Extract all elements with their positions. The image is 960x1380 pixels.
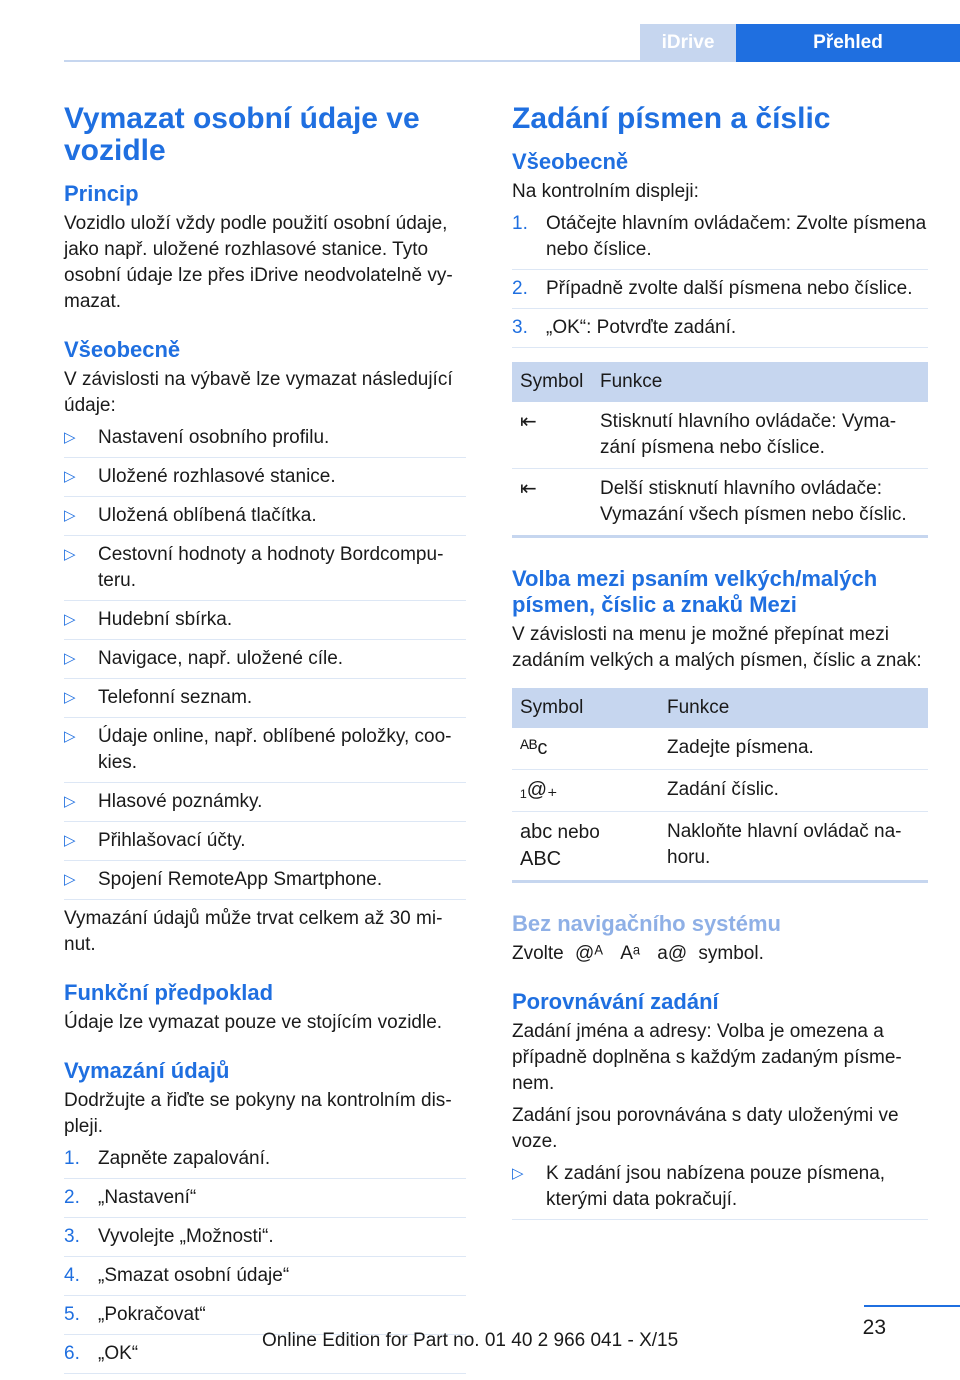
table-cell-symbol <box>512 728 659 770</box>
triangle-bullet-icon: ▷ <box>64 689 76 706</box>
step-item: 1. Otáčejte hlavním ovládačem: Zvolte písmena nebo číslice. <box>512 211 928 270</box>
col-symbol-header: Symbol <box>512 688 659 728</box>
footer-rule <box>864 1305 960 1307</box>
table-cell-symbol <box>512 402 592 469</box>
table-header-row <box>512 362 928 402</box>
left-column <box>64 103 466 1380</box>
vymazani-heading: Vymazání údajů <box>64 1058 230 1083</box>
step-item: 3. Vyvolejte „Možnosti“. <box>64 1224 466 1257</box>
table-cell-function: Nakloňte hlavní ovládač nahoru. <box>659 812 928 882</box>
triangle-bullet-icon: ▷ <box>64 468 76 485</box>
triangle-bullet-icon: ▷ <box>64 546 76 563</box>
list-item: ▷ Přihlašovací účty. <box>64 828 466 861</box>
triangle-bullet-icon: ▷ <box>64 650 76 667</box>
predpoklad-text: Údaje lze vymazat pouze ve stojícím vozidle. <box>64 1012 443 1033</box>
triangle-bullet-icon: ▷ <box>64 507 76 524</box>
table-row <box>512 469 928 537</box>
entry-steps-list <box>512 211 928 348</box>
header-section: iDrive <box>640 24 736 62</box>
list-item: ▷ Telefonní seznam. <box>64 685 466 718</box>
lowercase-at-icon: a@ <box>657 943 688 964</box>
list-item: ▷ Hudební sbírka. <box>64 607 466 640</box>
triangle-bullet-icon: ▷ <box>64 832 76 849</box>
triangle-bullet-icon: ▷ <box>64 871 76 888</box>
table-cell-function: Zadejte písmena. <box>659 728 928 770</box>
delete-all-icon: ⇤ <box>520 478 537 500</box>
triangle-bullet-icon: ▷ <box>64 611 76 628</box>
triangle-bullet-icon: ▷ <box>64 429 76 446</box>
vymazani-text: Dodržujte a řiďte se pokyny na kontrolním displeji. <box>64 1090 452 1137</box>
triangle-bullet-icon: ▷ <box>512 1165 524 1182</box>
col-function-header: Funkce <box>659 688 928 728</box>
table-cell-symbol <box>512 469 592 537</box>
step-item: 6. „OK“ <box>64 1341 466 1374</box>
list-item: ▷ Hlasové poznámky. <box>64 789 466 822</box>
col-symbol-header: Symbol <box>512 362 592 402</box>
at-letters-icon: @ᴬ <box>575 943 603 964</box>
step-item: 2. Případně zvolte další písmena nebo číslice. <box>512 276 928 309</box>
porovnavani-text1: Zadání jména a adresy: Volba je omezena a případně doplněna s každým zadaným písmenem. <box>512 1021 902 1094</box>
right-title: Zadání písmen a číslic <box>512 102 831 135</box>
right-vseobecne-intro: Na kontrolním displeji: <box>512 181 699 202</box>
table-cell-function: Stisknutí hlavního ovládače: Vymazání písmena nebo číslice. <box>592 402 928 469</box>
step-item: 3. „OK“: Potvrďte zadání. <box>512 315 928 348</box>
list-item: ▷ K zadání jsou nabízena pouze písmena, kterými data pokračují. <box>512 1161 928 1220</box>
table-row <box>512 812 928 882</box>
bez-heading: Bez navigačního systému <box>512 911 781 936</box>
list-item: ▷ Cestovní hodnoty a hodnoty Bordcomputeru. <box>64 542 466 601</box>
porovnavani-text2: Zadání jsou porovnávána s daty uloženými ve voze. <box>512 1105 899 1152</box>
table-cell-symbol <box>512 770 659 812</box>
right-column <box>512 103 928 1226</box>
princip-heading: Princip <box>64 181 139 206</box>
list-item: ▷ Nastavení osobního profilu. <box>64 425 466 458</box>
list-item: ▷ Údaje online, např. oblíbené položky, cookies. <box>64 724 466 783</box>
letters-icon: ᴬᴮᴄ <box>520 737 548 759</box>
triangle-bullet-icon: ▷ <box>64 728 76 745</box>
delete-symbol-table <box>512 362 928 538</box>
case-symbol-table <box>512 688 928 883</box>
right-vseobecne-heading: Všeobecně <box>512 149 629 174</box>
symbol-or-text: nebo <box>557 822 600 843</box>
princip-text: Vozidlo uloží vždy podle použití osobní údaje, jako např. uložené rozhlasové stanice. Tyto osobní údaje lze přes iDrive neodvolatelně vymazat. <box>64 213 453 312</box>
bez-text: Zvolte @ᴬ Aᵃ a@ symbol. <box>512 941 928 967</box>
vseobecne-heading: Všeobecně <box>64 337 181 362</box>
table-cell-function: Zadání číslic. <box>659 770 928 812</box>
lowercase-icon: abc <box>520 821 553 843</box>
step-item: 4. „Smazat osobní údaje“ <box>64 1263 466 1296</box>
header-chapter: Přehled <box>736 24 960 62</box>
table-cell-function: Delší stisknutí hlavního ovládače: Vymazání všech písmen nebo číslic. <box>592 469 928 537</box>
col-function-header: Funkce <box>592 362 928 402</box>
list-item: ▷ Navigace, např. uložené cíle. <box>64 646 466 679</box>
list-item: ▷ Uložené rozhlasové stanice. <box>64 464 466 497</box>
table-row <box>512 402 928 469</box>
table-header-row <box>512 688 928 728</box>
porovnavani-list <box>512 1161 928 1220</box>
step-item: 5. „Pokračovat“ <box>64 1302 466 1335</box>
table-row <box>512 770 928 812</box>
volba-text: V závislosti na menu je možné přepínat mezi zadáním velkých a malých písmen, číslic a znak: <box>512 624 922 671</box>
edition-text: Online Edition for Part no. 01 40 2 966 041 - X/15 <box>262 1330 679 1351</box>
table-cell-symbol <box>512 812 659 882</box>
left-title: Vymazat osobní údaje ve vozidle <box>64 102 420 167</box>
table-row <box>512 728 928 770</box>
step-item: 1. Zapněte zapalování. <box>64 1146 466 1179</box>
uppercase-icon: ABC <box>520 848 562 870</box>
predpoklad-heading: Funkční předpoklad <box>64 980 274 1005</box>
list-item: ▷ Spojení RemoteApp Smartphone. <box>64 867 466 900</box>
porovnavani-heading: Porovnávání zadání <box>512 989 719 1014</box>
case-toggle-icon: Aᵃ <box>620 943 640 964</box>
triangle-bullet-icon: ▷ <box>64 793 76 810</box>
delete-char-icon: ⇤ <box>520 411 537 433</box>
vseobecne-intro: V závislosti na výbavě lze vymazat následující údaje: <box>64 369 453 416</box>
step-item: 2. „Nastavení“ <box>64 1185 466 1218</box>
volba-heading: Volba mezi psaním velkých/malých písmen, číslic a znaků Mezi <box>512 566 878 617</box>
vseobecne-note: Vymazání údajů může trvat celkem až 30 minut. <box>64 908 443 955</box>
list-item: ▷ Uložená oblíbená tlačítka. <box>64 503 466 536</box>
page-number: 23 <box>862 1316 886 1339</box>
data-list <box>64 425 466 900</box>
digits-icon: ₁@₊ <box>520 779 558 801</box>
